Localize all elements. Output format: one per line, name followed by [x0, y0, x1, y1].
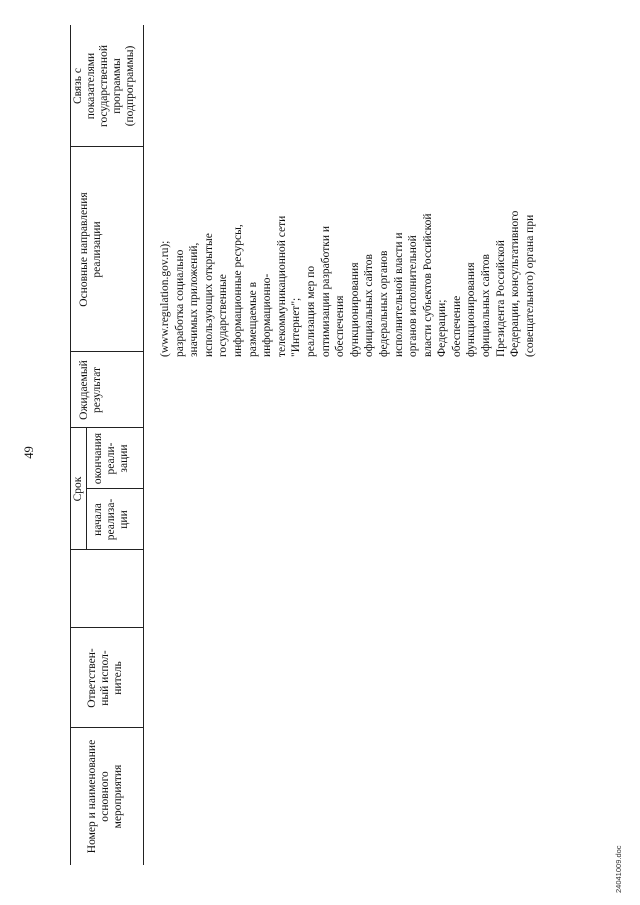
table-top-line: [70, 25, 71, 865]
header-cell-srok-start: начала реализа- ции: [92, 498, 130, 541]
header-cell-srok-end: окончания реали- зации: [92, 432, 130, 485]
header-cell-expected-result: Ожидаемый результат: [78, 360, 103, 420]
srok-divider-line: [86, 428, 87, 550]
header-cell-number-name: Номер и наименование основного мероприятия: [86, 739, 124, 854]
text-line: функционирования: [348, 262, 361, 357]
text-line: обеспечение: [450, 295, 463, 357]
header-bottom-line: [143, 25, 144, 865]
text-line: информационно-: [261, 273, 274, 357]
header-cell-executor: Ответствен- ный испол- нитель: [86, 648, 124, 708]
text-line: (www.regulation.gov.ru);: [159, 240, 171, 357]
text-line: "Интернет";: [290, 297, 303, 357]
text-line: реализация мер по: [304, 265, 317, 357]
text-line: исполнительной власти и: [392, 232, 405, 357]
document-file-reference: 24041009.doc: [614, 845, 623, 893]
header-cell-srok: Срок: [72, 476, 84, 502]
text-line: (совещательного) органа при: [523, 214, 536, 357]
text-line: размещаемые в: [246, 281, 259, 357]
text-line: официальных сайтов: [480, 254, 493, 357]
page-number: 49: [22, 446, 36, 459]
header-cell-main-directions: Основные направления реализации: [78, 192, 103, 307]
text-line: значимых приложений,: [188, 242, 201, 357]
main-directions-text: [158, 117, 537, 357]
text-line: телекоммуникационной сети: [275, 215, 288, 357]
text-line: информационные ресурсы,: [231, 224, 244, 357]
text-line: власти субъектов Российской: [421, 213, 434, 357]
text-line: государственные: [217, 274, 230, 357]
header-cell-link-indicators: Связь с показателями государственной программы (подпрограммы): [72, 45, 136, 127]
text-line: функционирования: [465, 262, 478, 357]
text-line: Федерации;: [436, 299, 449, 357]
text-line: обеспечения: [334, 295, 347, 357]
text-line: органов исполнительной: [407, 235, 420, 357]
text-line: федеральных органов: [377, 250, 390, 357]
text-line: Федерации, консультативного: [509, 210, 522, 357]
text-line: Президента Российской: [494, 240, 507, 357]
text-line: официальных сайтов: [363, 254, 376, 357]
text-line: разработка социально: [173, 249, 186, 357]
text-line: оптимизации разработки и: [319, 226, 332, 357]
text-line: использующих открытые: [202, 233, 215, 357]
